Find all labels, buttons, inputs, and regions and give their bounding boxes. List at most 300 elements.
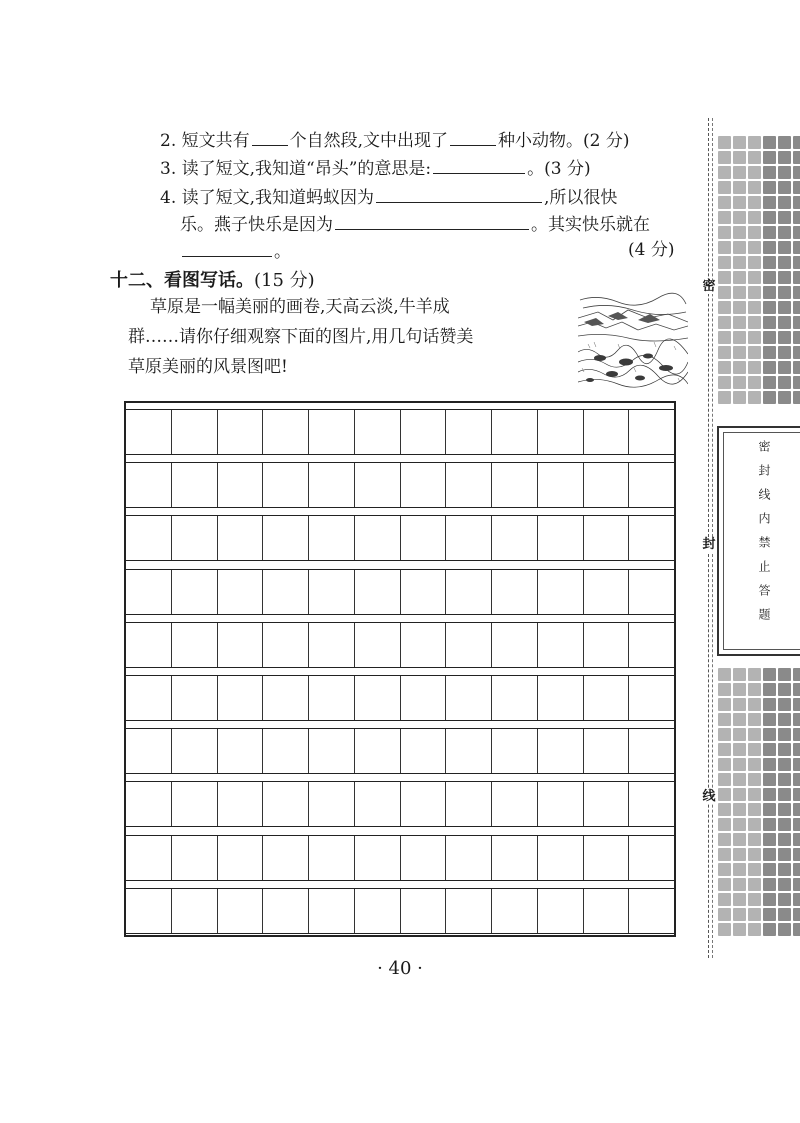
decorative-tile — [763, 923, 776, 936]
grid-cell[interactable] — [262, 410, 308, 454]
decorative-tile — [778, 923, 791, 936]
decorative-tile — [793, 136, 800, 149]
grid-cell[interactable] — [308, 570, 354, 614]
decorative-tile — [793, 923, 800, 936]
decorative-tile — [793, 271, 800, 284]
grid-cell[interactable] — [400, 889, 446, 933]
decorative-tile — [763, 361, 776, 374]
decorative-tile — [718, 728, 731, 741]
grid-cell[interactable] — [491, 463, 537, 507]
grid-cell[interactable] — [308, 516, 354, 560]
grid-cell[interactable] — [445, 463, 491, 507]
question-4-line-3 — [180, 238, 291, 264]
grid-cell[interactable] — [583, 516, 629, 560]
writing-prompt — [128, 292, 570, 382]
decorative-tile — [793, 301, 800, 314]
grid-cell[interactable] — [217, 516, 263, 560]
grid-cell[interactable] — [126, 676, 171, 720]
decorative-tile — [733, 668, 746, 681]
grid-cell[interactable] — [308, 889, 354, 933]
decorative-tile — [733, 151, 746, 164]
decorative-tile — [748, 226, 761, 239]
decorative-tile — [718, 361, 731, 374]
grid-cell[interactable] — [537, 516, 583, 560]
grid-cell[interactable] — [628, 463, 674, 507]
decorative-tile — [748, 331, 761, 344]
grid-cell[interactable] — [491, 729, 537, 773]
grid-cell[interactable] — [171, 676, 217, 720]
decorative-tile — [793, 758, 800, 771]
grid-cell[interactable] — [583, 836, 629, 880]
grid-cell[interactable] — [445, 410, 491, 454]
decorative-tile — [718, 848, 731, 861]
grid-cell[interactable] — [308, 836, 354, 880]
seal-char-2: 封 — [700, 538, 718, 552]
grid-cell[interactable] — [171, 889, 217, 933]
grid-cell[interactable] — [354, 463, 400, 507]
grid-cell[interactable] — [308, 676, 354, 720]
grid-row — [126, 515, 674, 561]
decorative-tile — [778, 758, 791, 771]
decorative-tile — [733, 713, 746, 726]
grid-cell[interactable] — [171, 463, 217, 507]
grid-cell[interactable] — [537, 570, 583, 614]
decorative-tile — [718, 391, 731, 404]
decorative-tile — [778, 848, 791, 861]
grid-cell[interactable] — [171, 836, 217, 880]
seal-char-1: 密 — [700, 280, 718, 294]
decorative-tile — [748, 391, 761, 404]
grid-cell[interactable] — [491, 623, 537, 667]
grid-cell[interactable] — [262, 676, 308, 720]
q2-blank-1[interactable] — [252, 127, 288, 146]
decorative-tile — [793, 181, 800, 194]
grid-cell[interactable] — [445, 516, 491, 560]
decorative-tile — [733, 878, 746, 891]
grid-cell[interactable] — [445, 623, 491, 667]
writing-grid[interactable] — [124, 401, 676, 937]
grid-row — [126, 835, 674, 881]
section-12-heading — [110, 266, 315, 292]
decorative-tile — [718, 331, 731, 344]
decorative-tile — [733, 256, 746, 269]
decorative-tile — [748, 923, 761, 936]
decorative-tile — [778, 226, 791, 239]
grid-cell[interactable] — [354, 782, 400, 826]
decorative-tile — [733, 848, 746, 861]
decorative-tile — [763, 848, 776, 861]
grid-cell[interactable] — [171, 623, 217, 667]
grid-cell[interactable] — [400, 729, 446, 773]
decorative-tile — [733, 728, 746, 741]
decorative-tile — [718, 743, 731, 756]
grid-cell[interactable] — [308, 782, 354, 826]
grid-cell[interactable] — [400, 623, 446, 667]
decorative-tile — [718, 256, 731, 269]
decorative-tile — [763, 136, 776, 149]
decorative-tile — [718, 226, 731, 239]
decorative-tile — [793, 256, 800, 269]
grid-cell[interactable] — [217, 410, 263, 454]
grid-row — [126, 781, 674, 827]
grid-cell[interactable] — [445, 570, 491, 614]
grid-cell[interactable] — [217, 782, 263, 826]
grid-cell[interactable] — [126, 729, 171, 773]
grid-cell[interactable] — [354, 410, 400, 454]
decorative-tile — [778, 908, 791, 921]
decorative-tile — [763, 743, 776, 756]
decorative-tile — [778, 728, 791, 741]
grid-cell[interactable] — [628, 836, 674, 880]
q2-text-1: 2. 短文共有 — [160, 131, 250, 151]
question-4-line-1 — [160, 184, 617, 210]
grid-cell[interactable] — [217, 836, 263, 880]
decorative-tile — [778, 151, 791, 164]
grid-cell[interactable] — [262, 516, 308, 560]
decorative-tile — [763, 773, 776, 786]
grid-cell[interactable] — [126, 570, 171, 614]
decorative-tile — [718, 211, 731, 224]
grid-cell[interactable] — [445, 836, 491, 880]
decorative-tile — [793, 241, 800, 254]
decorative-tile — [733, 773, 746, 786]
grid-cell[interactable] — [583, 570, 629, 614]
decorative-tile — [733, 226, 746, 239]
grid-cell[interactable] — [445, 676, 491, 720]
grid-cell[interactable] — [628, 676, 674, 720]
grid-row — [126, 728, 674, 774]
grid-cell[interactable] — [308, 623, 354, 667]
decorative-tile — [748, 848, 761, 861]
grid-cell[interactable] — [445, 889, 491, 933]
grid-cell[interactable] — [628, 410, 674, 454]
decorative-tile — [778, 863, 791, 876]
grid-cell[interactable] — [628, 889, 674, 933]
decorative-tile — [778, 211, 791, 224]
grid-cell[interactable] — [400, 782, 446, 826]
decorative-tile — [718, 908, 731, 921]
decorative-tile — [733, 316, 746, 329]
decorative-tile — [793, 788, 800, 801]
decorative-tile — [763, 878, 776, 891]
grid-cell[interactable] — [262, 889, 308, 933]
grid-cell[interactable] — [400, 463, 446, 507]
grid-cell[interactable] — [445, 729, 491, 773]
decorative-tile — [763, 908, 776, 921]
decorative-tile — [793, 166, 800, 179]
grid-cell[interactable] — [491, 410, 537, 454]
grid-cell[interactable] — [171, 782, 217, 826]
decorative-tile — [778, 166, 791, 179]
grid-cell[interactable] — [628, 782, 674, 826]
decorative-tile — [733, 196, 746, 209]
grid-cell[interactable] — [583, 623, 629, 667]
decorative-tile — [733, 893, 746, 906]
grid-cell[interactable] — [491, 516, 537, 560]
grid-cell[interactable] — [354, 623, 400, 667]
decorative-tile — [778, 241, 791, 254]
grid-cell[interactable] — [583, 410, 629, 454]
decorative-tile — [763, 668, 776, 681]
decorative-tile — [793, 226, 800, 239]
decorative-tile — [748, 698, 761, 711]
decorative-tile — [778, 773, 791, 786]
grid-cell[interactable] — [217, 676, 263, 720]
grid-cell[interactable] — [308, 463, 354, 507]
decorative-tile — [778, 136, 791, 149]
decorative-tile — [763, 181, 776, 194]
grid-cell[interactable] — [537, 836, 583, 880]
grid-row — [126, 462, 674, 508]
decorative-tile — [763, 758, 776, 771]
grid-cell[interactable] — [126, 623, 171, 667]
decorative-tile — [778, 301, 791, 314]
binding-strip — [700, 118, 800, 958]
decorative-tile — [778, 316, 791, 329]
decorative-tile — [733, 833, 746, 846]
grid-cell[interactable] — [262, 782, 308, 826]
q4-score: (4 分) — [628, 240, 675, 260]
decorative-tile — [748, 908, 761, 921]
q4-blank-2[interactable] — [335, 211, 529, 230]
decorative-tile — [733, 803, 746, 816]
q4-text-3: 乐。燕子快乐是因为 — [180, 215, 333, 235]
decorative-tile — [733, 683, 746, 696]
decorative-tile — [718, 346, 731, 359]
decorative-tile — [718, 166, 731, 179]
decorative-tile — [793, 683, 800, 696]
decorative-tile — [793, 361, 800, 374]
grid-cell[interactable] — [217, 889, 263, 933]
grid-cell[interactable] — [217, 570, 263, 614]
decorative-tile — [718, 668, 731, 681]
grid-cell[interactable] — [583, 782, 629, 826]
decorative-tile — [718, 241, 731, 254]
decorative-tile — [718, 878, 731, 891]
decorative-tile — [748, 316, 761, 329]
decorative-tile — [793, 803, 800, 816]
grid-cell[interactable] — [217, 463, 263, 507]
grid-cell[interactable] — [628, 729, 674, 773]
decorative-tile — [748, 136, 761, 149]
decorative-tile — [793, 316, 800, 329]
grid-cell[interactable] — [354, 889, 400, 933]
decorative-tile — [733, 863, 746, 876]
grid-cell[interactable] — [537, 623, 583, 667]
decorative-tile — [748, 833, 761, 846]
q2-text-2: 个自然段,文中出现了 — [289, 131, 449, 151]
decorative-tile — [748, 211, 761, 224]
decorative-tile — [763, 803, 776, 816]
decorative-tile — [778, 391, 791, 404]
grid-cell[interactable] — [491, 782, 537, 826]
decorative-tile — [718, 136, 731, 149]
section-score: (15 分) — [254, 270, 315, 291]
grid-cell[interactable] — [537, 676, 583, 720]
decorative-tile — [748, 788, 761, 801]
q2-blank-2[interactable] — [450, 127, 496, 146]
grid-cell[interactable] — [445, 782, 491, 826]
grid-cell[interactable] — [126, 516, 171, 560]
grid-cell[interactable] — [308, 410, 354, 454]
q4-text-1: 4. 读了短文,我知道蚂蚁因为 — [160, 188, 375, 208]
q3-blank-1[interactable] — [433, 155, 525, 174]
decorative-tile — [748, 301, 761, 314]
decorative-tile — [733, 241, 746, 254]
grid-cell[interactable] — [537, 463, 583, 507]
decorative-tile — [718, 271, 731, 284]
grid-cell[interactable] — [171, 516, 217, 560]
grid-cell[interactable] — [171, 729, 217, 773]
grid-cell[interactable] — [491, 570, 537, 614]
grid-cell[interactable] — [262, 623, 308, 667]
decorative-tile — [763, 151, 776, 164]
grid-cell[interactable] — [537, 889, 583, 933]
grid-cell[interactable] — [262, 729, 308, 773]
grid-cell[interactable] — [491, 889, 537, 933]
decorative-tile — [748, 241, 761, 254]
decorative-tile — [793, 376, 800, 389]
decorative-tile — [733, 211, 746, 224]
decorative-tile — [718, 893, 731, 906]
decorative-tile — [718, 923, 731, 936]
grid-cell[interactable] — [126, 410, 171, 454]
decorative-tile — [793, 848, 800, 861]
decorative-tile — [793, 833, 800, 846]
decorative-tile — [793, 743, 800, 756]
decorative-tile — [763, 226, 776, 239]
seal-char-3: 线 — [700, 790, 718, 804]
decorative-tile — [763, 196, 776, 209]
grid-cell[interactable] — [217, 623, 263, 667]
decorative-tile — [733, 331, 746, 344]
decorative-tile — [718, 181, 731, 194]
grid-cell[interactable] — [171, 570, 217, 614]
decorative-tile — [778, 818, 791, 831]
decorative-tile — [718, 788, 731, 801]
decorative-tile — [748, 271, 761, 284]
grid-cell[interactable] — [583, 889, 629, 933]
q4-blank-3[interactable] — [182, 238, 272, 257]
decorative-tile — [748, 713, 761, 726]
decorative-tile — [733, 286, 746, 299]
grid-cell[interactable] — [583, 676, 629, 720]
grid-cell[interactable] — [400, 410, 446, 454]
decorative-tile — [778, 346, 791, 359]
decorative-tile — [778, 181, 791, 194]
grid-cell[interactable] — [126, 889, 171, 933]
grid-cell[interactable] — [628, 516, 674, 560]
decorative-tile — [763, 271, 776, 284]
decorative-tile — [733, 818, 746, 831]
grid-cell[interactable] — [308, 729, 354, 773]
decorative-tile — [793, 863, 800, 876]
decorative-tile — [778, 743, 791, 756]
decorative-tile — [718, 713, 731, 726]
grid-cell[interactable] — [354, 516, 400, 560]
grid-cell[interactable] — [400, 516, 446, 560]
q4-text-4: 。其实快乐就在 — [531, 215, 650, 235]
grid-cell[interactable] — [628, 570, 674, 614]
question-4-line-2 — [180, 211, 650, 237]
decorative-tile — [778, 788, 791, 801]
decorative-tile — [718, 196, 731, 209]
grid-cell[interactable] — [537, 410, 583, 454]
decorative-tile — [718, 376, 731, 389]
prompt-line-1: 草原是一幅美丽的画卷,天高云淡,牛羊成 — [150, 297, 450, 317]
decorative-tile — [718, 286, 731, 299]
tile-block-bottom — [718, 668, 800, 936]
grid-cell[interactable] — [354, 676, 400, 720]
decorative-tile — [793, 668, 800, 681]
prompt-line-2: 群……请你仔细观察下面的图片,用几句话赞美 — [128, 327, 474, 347]
decorative-tile — [793, 773, 800, 786]
decorative-tile — [748, 286, 761, 299]
grid-row — [126, 409, 674, 455]
decorative-tile — [778, 878, 791, 891]
decorative-tile — [763, 863, 776, 876]
grid-cell[interactable] — [491, 676, 537, 720]
decorative-tile — [733, 788, 746, 801]
grid-cell[interactable] — [126, 836, 171, 880]
decorative-tile — [748, 743, 761, 756]
grid-cell[interactable] — [537, 782, 583, 826]
decorative-tile — [763, 683, 776, 696]
q4-blank-1[interactable] — [376, 184, 542, 203]
decorative-tile — [763, 166, 776, 179]
decorative-tile — [793, 713, 800, 726]
decorative-tile — [778, 376, 791, 389]
grid-cell[interactable] — [400, 836, 446, 880]
no-answer-notice — [717, 426, 800, 656]
grid-cell[interactable] — [583, 463, 629, 507]
decorative-tile — [718, 151, 731, 164]
grid-row — [126, 675, 674, 721]
decorative-tile — [778, 893, 791, 906]
decorative-tile — [763, 376, 776, 389]
decorative-tile — [718, 863, 731, 876]
decorative-tile — [778, 196, 791, 209]
decorative-tile — [733, 136, 746, 149]
grid-cell[interactable] — [354, 570, 400, 614]
decorative-tile — [793, 878, 800, 891]
grid-cell[interactable] — [126, 782, 171, 826]
grid-cell[interactable] — [262, 463, 308, 507]
grid-cell[interactable] — [537, 729, 583, 773]
decorative-tile — [778, 833, 791, 846]
grid-cell[interactable] — [583, 729, 629, 773]
grid-cell[interactable] — [217, 729, 263, 773]
decorative-tile — [778, 803, 791, 816]
decorative-tile — [793, 211, 800, 224]
grid-row — [126, 622, 674, 668]
grid-cell[interactable] — [126, 463, 171, 507]
grid-cell[interactable] — [262, 570, 308, 614]
grid-cell[interactable] — [354, 729, 400, 773]
decorative-tile — [763, 713, 776, 726]
grid-cell[interactable] — [628, 623, 674, 667]
grid-cell[interactable] — [400, 676, 446, 720]
decorative-tile — [793, 908, 800, 921]
decorative-tile — [793, 331, 800, 344]
grid-cell[interactable] — [354, 836, 400, 880]
grid-cell[interactable] — [491, 836, 537, 880]
decorative-tile — [748, 863, 761, 876]
grid-cell[interactable] — [262, 836, 308, 880]
decorative-tile — [718, 818, 731, 831]
grid-cell[interactable] — [171, 410, 217, 454]
grid-cell[interactable] — [400, 570, 446, 614]
